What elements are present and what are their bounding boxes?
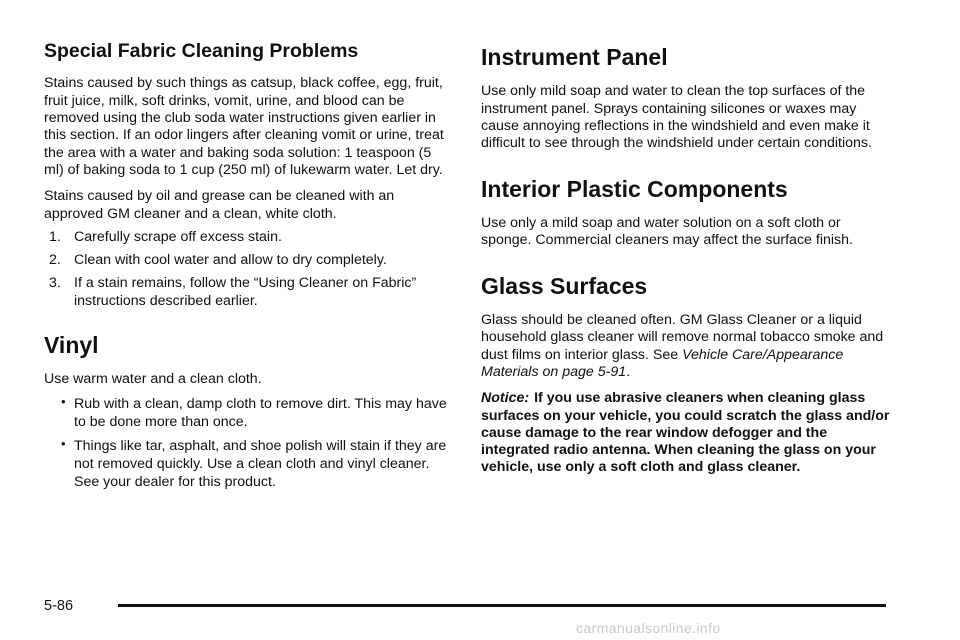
instrument-panel-text: Use only mild soap and water to clean the top surfaces of the instrument panel. Sprays containing silicones or waxes may cause annoying reflections in the windshield and even make it difficult to see through the windshield under certain conditions.: [481, 83, 872, 152]
fabric-paragraph-1: Stains caused by such things as catsup, black coffee, egg, fruit, fruit juice, milk, soft drinks, vomit, urine, and blood can be removed using the club soda water instructions given earlier in this section. If an odor lingers after cleaning vomit or urine, treat the area with a water and baking soda solution: 1 teaspoon (5 ml) of baking soda to 1 cup (250 ml) of lukewarm water. Let dry.: [44, 75, 444, 178]
plastic-components-heading: Interior Plastic Components: [481, 175, 788, 202]
step-text: Carefully scrape off excess stain.: [74, 228, 282, 245]
step-number: 1.: [49, 228, 61, 245]
glass-ref-period: .: [626, 363, 631, 380]
fabric-heading: Special Fabric Cleaning Problems: [44, 40, 359, 62]
glass-text: Glass should be cleaned often. GM Glass Cleaner or a liquid household glass cleaner will remove normal tobacco smoke and dust films on interior glass. See: [481, 312, 884, 363]
instrument-panel-heading: Instrument Panel: [481, 44, 668, 70]
step-number: 3.: [49, 275, 61, 292]
glass-surfaces-section: [481, 273, 891, 477]
vinyl-heading: Vinyl: [44, 331, 99, 358]
instrument-panel-section: [481, 44, 891, 153]
fabric-step: [44, 275, 452, 310]
notice-text: If you use abrasive cleaners when cleaning glass surfaces on your vehicle, you could scratch the glass and/or cause damage to the rear window defogger and the integrated radio antenna. When cleaning the glass on your vehicle, use only a soft cloth and glass cleaner.: [481, 390, 890, 476]
left-column: [44, 40, 452, 492]
page-number: 5-86: [44, 598, 74, 614]
vinyl-bullet-item: [44, 438, 452, 491]
plastic-components-section: [481, 176, 891, 250]
vinyl-bullet-list: [44, 393, 452, 492]
step-text: Clean with cool water and allow to dry completely.: [74, 252, 387, 269]
step-number: 2.: [49, 252, 61, 269]
glass-reference-link[interactable]: Vehicle Care/Appearance Materials on page 5-91: [481, 346, 844, 380]
bullet-icon: •: [61, 436, 66, 452]
glass-notice: [481, 390, 891, 476]
bullet-text: Things like tar, asphalt, and shoe polish will stain if they are not removed quickly. Use a clean cloth and vinyl cleaner. See your dealer for this product.: [74, 438, 447, 490]
step-text: If a stain remains, follow the “Using Cleaner on Fabric” instructions described earlier.: [74, 275, 417, 309]
fabric-steps-list: [44, 229, 452, 310]
bullet-icon: •: [61, 393, 66, 409]
plastic-components-text: Use only a mild soap and water solution on a soft cloth or sponge. Commercial cleaners may affect the surface finish.: [481, 215, 853, 249]
notice-label: Notice:: [481, 390, 530, 407]
footer-rule: [118, 604, 886, 607]
fabric-section: [44, 40, 452, 310]
right-column: [481, 40, 891, 477]
vinyl-section: [44, 332, 452, 492]
bullet-text: Rub with a clean, damp cloth to remove dirt. This may have to be done more than once.: [74, 395, 447, 430]
vinyl-intro: Use warm water and a clean cloth.: [44, 371, 262, 388]
vinyl-bullet-item: [44, 393, 452, 432]
glass-surfaces-heading: Glass Surfaces: [481, 272, 648, 299]
watermark: carmanualsonline.info: [576, 620, 721, 636]
glass-surfaces-text: [481, 312, 891, 381]
fabric-step: [44, 229, 452, 246]
fabric-step: [44, 252, 452, 269]
fabric-paragraph-2: Stains caused by oil and grease can be cleaned with an approved GM cleaner and a clean, white cloth.: [44, 188, 395, 222]
